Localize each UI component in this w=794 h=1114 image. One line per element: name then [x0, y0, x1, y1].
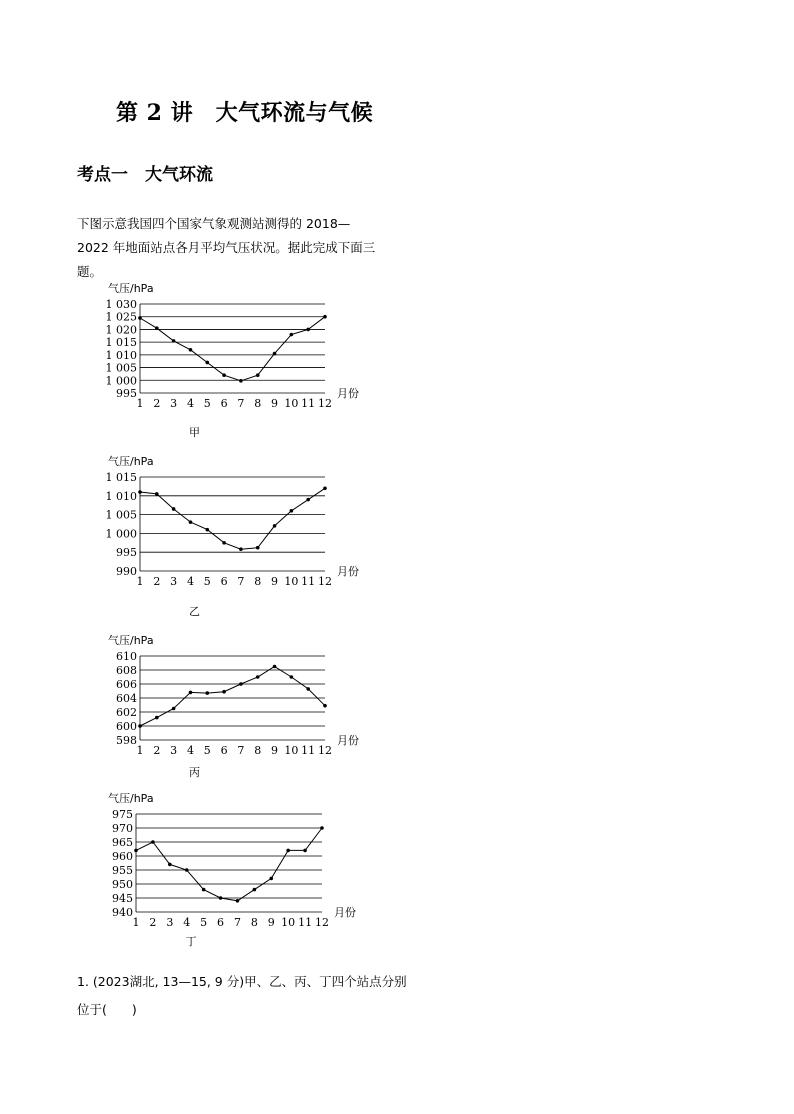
x-tick-label: 5 [203, 575, 211, 588]
y-tick-label: 955 [112, 864, 133, 877]
x-tick-label: 10 [284, 744, 299, 757]
data-point [222, 690, 226, 694]
data-point [290, 675, 294, 679]
y-tick-label: 990 [116, 565, 137, 578]
data-point [303, 849, 307, 853]
series-line [140, 667, 325, 727]
x-tick-label: 3 [170, 397, 178, 410]
y-tick-label: 1 010 [105, 348, 137, 362]
data-point [138, 490, 142, 494]
chart-caption: 甲 [189, 426, 200, 438]
x-tick-label: 5 [200, 916, 208, 929]
data-point [323, 315, 327, 319]
x-axis-title: 月份 [337, 387, 359, 400]
y-tick-label: 604 [116, 692, 137, 705]
data-point [172, 507, 176, 511]
data-point [189, 520, 193, 524]
y-tick-label: 598 [116, 734, 137, 747]
x-tick-label: 8 [250, 916, 258, 929]
section-heading: 考点一 大气环流 [77, 165, 213, 185]
y-tick-label: 945 [112, 892, 133, 905]
x-tick-label: 8 [254, 744, 262, 757]
x-tick-label: 12 [315, 916, 329, 929]
y-tick-label: 970 [112, 822, 133, 835]
x-tick-label: 7 [237, 397, 245, 410]
x-tick-label: 1 [132, 916, 140, 929]
x-tick-label: 8 [254, 397, 262, 410]
data-point [286, 849, 290, 853]
data-point [155, 492, 159, 496]
x-tick-label: 2 [153, 397, 161, 410]
x-tick-label: 1 [136, 397, 144, 410]
data-point [222, 373, 226, 377]
data-point [189, 691, 193, 695]
data-point [202, 888, 206, 892]
data-point [236, 899, 240, 903]
y-tick-label: 1 025 [105, 310, 137, 324]
chart-yi [100, 452, 400, 617]
data-point [273, 352, 277, 356]
line-chart-svg [100, 792, 400, 952]
series-line [140, 488, 325, 549]
y-tick-label: 995 [116, 546, 137, 560]
y-axis-title: 气压/hPa [108, 455, 154, 468]
page-title: 第 2 讲 大气环流与气候 [116, 100, 374, 126]
chart-caption: 乙 [189, 605, 200, 617]
data-point [138, 316, 142, 320]
data-point [151, 840, 155, 844]
y-tick-label: 1 000 [105, 374, 137, 388]
x-tick-label: 4 [186, 744, 194, 757]
x-tick-label: 6 [217, 916, 225, 929]
series-line [136, 828, 322, 901]
data-point [320, 826, 324, 830]
y-tick-label: 1 020 [105, 323, 137, 337]
data-point [239, 547, 243, 551]
y-tick-label: 610 [116, 650, 137, 663]
y-tick-label: 602 [116, 706, 137, 719]
question-1: 1. (2023湖北, 13—15, 9 分)甲、乙、丙、丁四个站点分别位于( ) [77, 974, 407, 1017]
x-tick-label: 4 [186, 397, 194, 410]
chart-jia [100, 276, 400, 438]
y-tick-label: 1 005 [105, 361, 137, 375]
series-line [140, 317, 325, 381]
data-point [189, 348, 193, 352]
x-tick-label: 3 [166, 916, 174, 929]
chart-caption: 丙 [189, 766, 200, 779]
x-tick-label: 11 [301, 575, 316, 588]
x-tick-label: 1 [136, 575, 144, 588]
data-point [290, 333, 294, 337]
data-point [205, 361, 209, 365]
data-point [306, 328, 310, 332]
data-point [256, 546, 260, 550]
x-tick-label: 7 [237, 575, 245, 588]
data-point [256, 373, 260, 377]
y-axis-title: 气压/hPa [108, 282, 154, 295]
x-tick-label: 1 [136, 744, 144, 757]
x-tick-label: 12 [318, 397, 332, 410]
x-tick-label: 3 [170, 744, 178, 757]
data-point [239, 379, 243, 383]
data-point [290, 509, 294, 513]
x-tick-label: 9 [267, 916, 275, 929]
chart-bing [100, 628, 400, 783]
y-tick-label: 1 030 [105, 298, 137, 311]
x-tick-label: 10 [284, 575, 299, 588]
x-axis-title: 月份 [337, 565, 359, 578]
y-axis-title: 气压/hPa [108, 792, 154, 805]
x-tick-label: 12 [318, 575, 332, 588]
x-tick-label: 11 [298, 916, 313, 929]
data-point [155, 716, 159, 720]
x-tick-label: 2 [149, 916, 157, 929]
data-point [172, 339, 176, 343]
data-point [185, 868, 189, 872]
x-tick-label: 9 [271, 397, 279, 410]
x-tick-label: 2 [153, 575, 161, 588]
y-axis-title: 气压/hPa [108, 634, 154, 647]
y-tick-label: 995 [116, 387, 137, 400]
x-tick-label: 4 [186, 575, 194, 588]
data-point [239, 682, 243, 686]
x-tick-label: 6 [220, 744, 228, 757]
data-point [323, 486, 327, 490]
x-tick-label: 5 [203, 397, 211, 410]
data-point [205, 691, 209, 695]
x-tick-label: 3 [170, 575, 178, 588]
line-chart-svg [100, 276, 400, 438]
x-tick-label: 10 [281, 916, 296, 929]
x-tick-label: 6 [220, 575, 228, 588]
x-axis-title: 月份 [334, 906, 356, 919]
x-tick-label: 12 [318, 744, 332, 757]
chart-caption: 丁 [185, 935, 197, 948]
y-tick-label: 965 [112, 836, 133, 849]
x-tick-label: 2 [153, 744, 161, 757]
y-tick-label: 960 [112, 850, 133, 863]
y-tick-label: 1 010 [105, 489, 137, 503]
x-tick-label: 8 [254, 575, 262, 588]
x-tick-label: 9 [271, 575, 279, 588]
y-tick-label: 608 [116, 664, 137, 677]
y-tick-label: 940 [112, 906, 133, 919]
x-tick-label: 5 [203, 744, 211, 757]
y-tick-label: 1 015 [105, 336, 137, 350]
line-chart-svg [100, 628, 400, 783]
x-tick-label: 6 [220, 397, 228, 410]
data-point [222, 541, 226, 545]
data-point [269, 877, 273, 881]
data-point [219, 896, 223, 900]
data-point [205, 528, 209, 532]
data-point [253, 888, 257, 892]
y-tick-label: 1 015 [105, 471, 137, 484]
x-tick-label: 7 [237, 744, 245, 757]
data-point [155, 326, 159, 330]
intro-paragraph: 下图示意我国四个国家气象观测站测得的 2018—2022 年地面站点各月平均气压状况。据此完成下面三题。 [77, 216, 376, 279]
data-point [273, 665, 277, 669]
y-tick-label: 950 [112, 878, 133, 891]
x-tick-label: 7 [233, 916, 241, 929]
x-tick-label: 9 [271, 744, 279, 757]
x-axis-title: 月份 [337, 734, 359, 747]
line-chart-svg [100, 452, 400, 617]
x-tick-label: 4 [183, 916, 191, 929]
data-point [256, 675, 260, 679]
data-point [134, 849, 138, 853]
y-tick-label: 1 000 [105, 527, 137, 541]
y-tick-label: 600 [116, 720, 137, 733]
data-point [172, 707, 176, 711]
y-tick-label: 1 005 [105, 508, 137, 522]
data-point [323, 704, 327, 708]
data-point [273, 524, 277, 528]
y-tick-label: 975 [112, 808, 133, 821]
x-tick-label: 11 [301, 744, 316, 757]
y-tick-label: 606 [116, 678, 137, 691]
data-point [168, 863, 172, 867]
x-tick-label: 10 [284, 397, 299, 410]
data-point [138, 724, 142, 728]
x-tick-label: 11 [301, 397, 316, 410]
chart-ding [100, 792, 400, 952]
data-point [306, 498, 310, 502]
data-point [306, 687, 310, 691]
